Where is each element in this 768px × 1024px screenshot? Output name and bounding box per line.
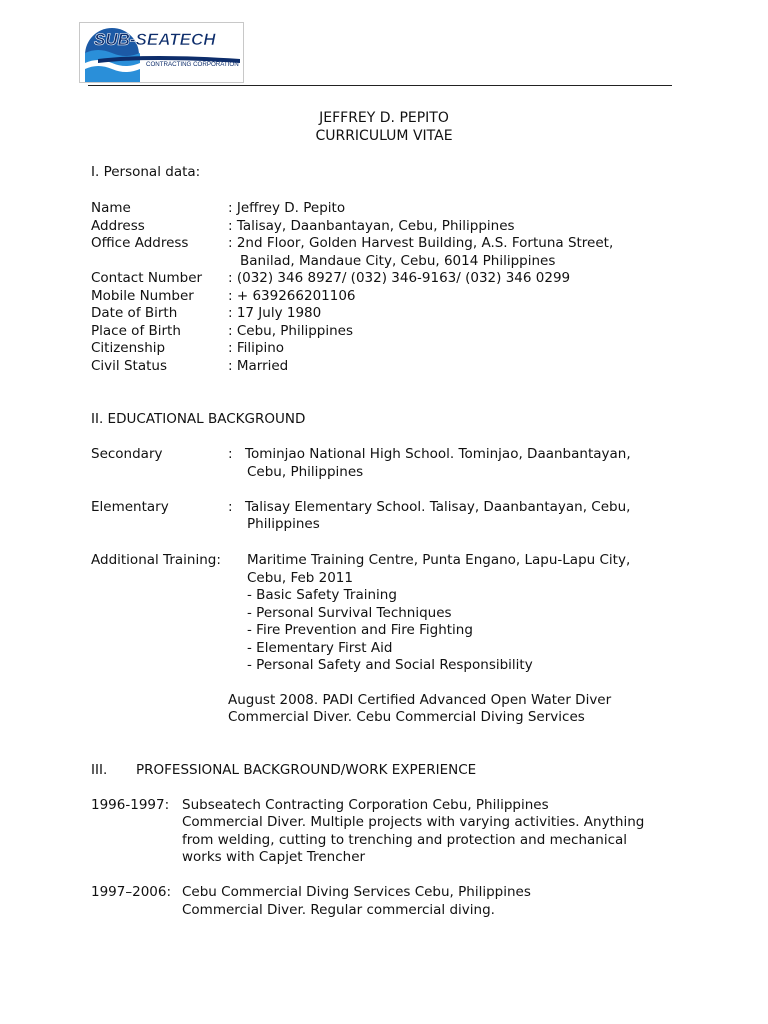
education-heading: II. EDUCATIONAL BACKGROUND bbox=[91, 411, 306, 427]
secondary-colon: : bbox=[228, 446, 233, 462]
logo-brand-text: SUB-SEATECH bbox=[94, 30, 216, 49]
job-1-line-4: works with Capjet Trencher bbox=[182, 849, 366, 865]
training-course-item: - Elementary First Aid bbox=[247, 639, 393, 656]
training-course-item: - Basic Safety Training bbox=[247, 587, 397, 603]
padi-line-1: August 2008. PADI Certified Advanced Open Water Diver bbox=[228, 692, 612, 708]
job-2-line-1: Cebu Commercial Diving Services Cebu, Philippines bbox=[182, 884, 531, 900]
training-institution-line: Cebu, Feb 2011 bbox=[247, 569, 353, 586]
personal-value: : Talisay, Daanbantayan, Cebu, Philippines bbox=[228, 217, 515, 234]
personal-label: Office Address bbox=[91, 235, 189, 251]
job-1-line-3: from welding, cutting to trenching and protection and mechanical bbox=[182, 832, 628, 848]
personal-value: Banilad, Mandaue City, Cebu, 6014 Philippines bbox=[240, 252, 556, 269]
cv-title: CURRICULUM VITAE bbox=[315, 128, 453, 144]
training-course-item: - Personal Safety and Social Responsibility bbox=[247, 657, 533, 673]
personal-value: : Filipino bbox=[228, 340, 285, 356]
personal-label: Name bbox=[91, 200, 131, 216]
personal-data-heading: I. Personal data: bbox=[91, 164, 201, 180]
personal-label: Citizenship bbox=[91, 340, 166, 356]
personal-label: Civil Status bbox=[91, 357, 167, 374]
secondary-line-1: Tominjao National High School. Tominjao, Daanbantayan, bbox=[245, 446, 631, 462]
training-course-item: - Personal Survival Techniques bbox=[247, 604, 452, 621]
personal-value: : + 639266201106 bbox=[228, 287, 356, 304]
job-1-period: 1996-1997: bbox=[91, 797, 170, 813]
training-label: Additional Training: bbox=[91, 552, 221, 568]
logo-tagline-text: CONTRACTING CORPORATION bbox=[146, 61, 239, 68]
job-2-line-2: Commercial Diver. Regular commercial diving. bbox=[182, 902, 495, 918]
personal-label: Address bbox=[91, 217, 145, 234]
header-divider bbox=[88, 85, 672, 86]
padi-line-2: Commercial Diver. Cebu Commercial Diving Services bbox=[228, 709, 585, 725]
elementary-line-2: Philippines bbox=[247, 516, 320, 532]
cv-name: JEFFREY D. PEPITO bbox=[319, 110, 449, 126]
personal-label: Contact Number bbox=[91, 270, 203, 286]
personal-label: Date of Birth bbox=[91, 305, 178, 321]
job-1-line-1: Subseatech Contracting Corporation Cebu, Philippines bbox=[182, 797, 549, 813]
elementary-colon: : bbox=[228, 499, 233, 515]
experience-heading: PROFESSIONAL BACKGROUND/WORK EXPERIENCE bbox=[136, 762, 477, 778]
training-course-item: - Fire Prevention and Fire Fighting bbox=[247, 622, 473, 638]
elementary-label: Elementary bbox=[91, 499, 169, 515]
secondary-label: Secondary bbox=[91, 446, 163, 462]
training-institution-line: Maritime Training Centre, Punta Engano, Lapu-Lapu City, bbox=[247, 552, 631, 568]
elementary-line-1: Talisay Elementary School. Talisay, Daanbantayan, Cebu, bbox=[245, 499, 631, 515]
personal-value: : Jeffrey D. Pepito bbox=[228, 200, 346, 216]
personal-value: : 2nd Floor, Golden Harvest Building, A.S. Fortuna Street, bbox=[228, 235, 614, 251]
company-logo bbox=[79, 22, 244, 83]
personal-value: : 17 July 1980 bbox=[228, 305, 322, 321]
personal-label: Mobile Number bbox=[91, 287, 194, 304]
job-2-period: 1997–2006: bbox=[91, 884, 172, 900]
experience-heading-number: III. bbox=[91, 762, 108, 778]
job-1-line-2: Commercial Diver. Multiple projects with varying activities. Anything bbox=[182, 814, 645, 830]
personal-label: Place of Birth bbox=[91, 322, 181, 339]
personal-value: : Cebu, Philippines bbox=[228, 322, 354, 339]
secondary-line-2: Cebu, Philippines bbox=[247, 464, 364, 480]
personal-value: : (032) 346 8927/ (032) 346-9163/ (032) 346 0299 bbox=[228, 270, 571, 286]
personal-value: : Married bbox=[228, 357, 289, 374]
